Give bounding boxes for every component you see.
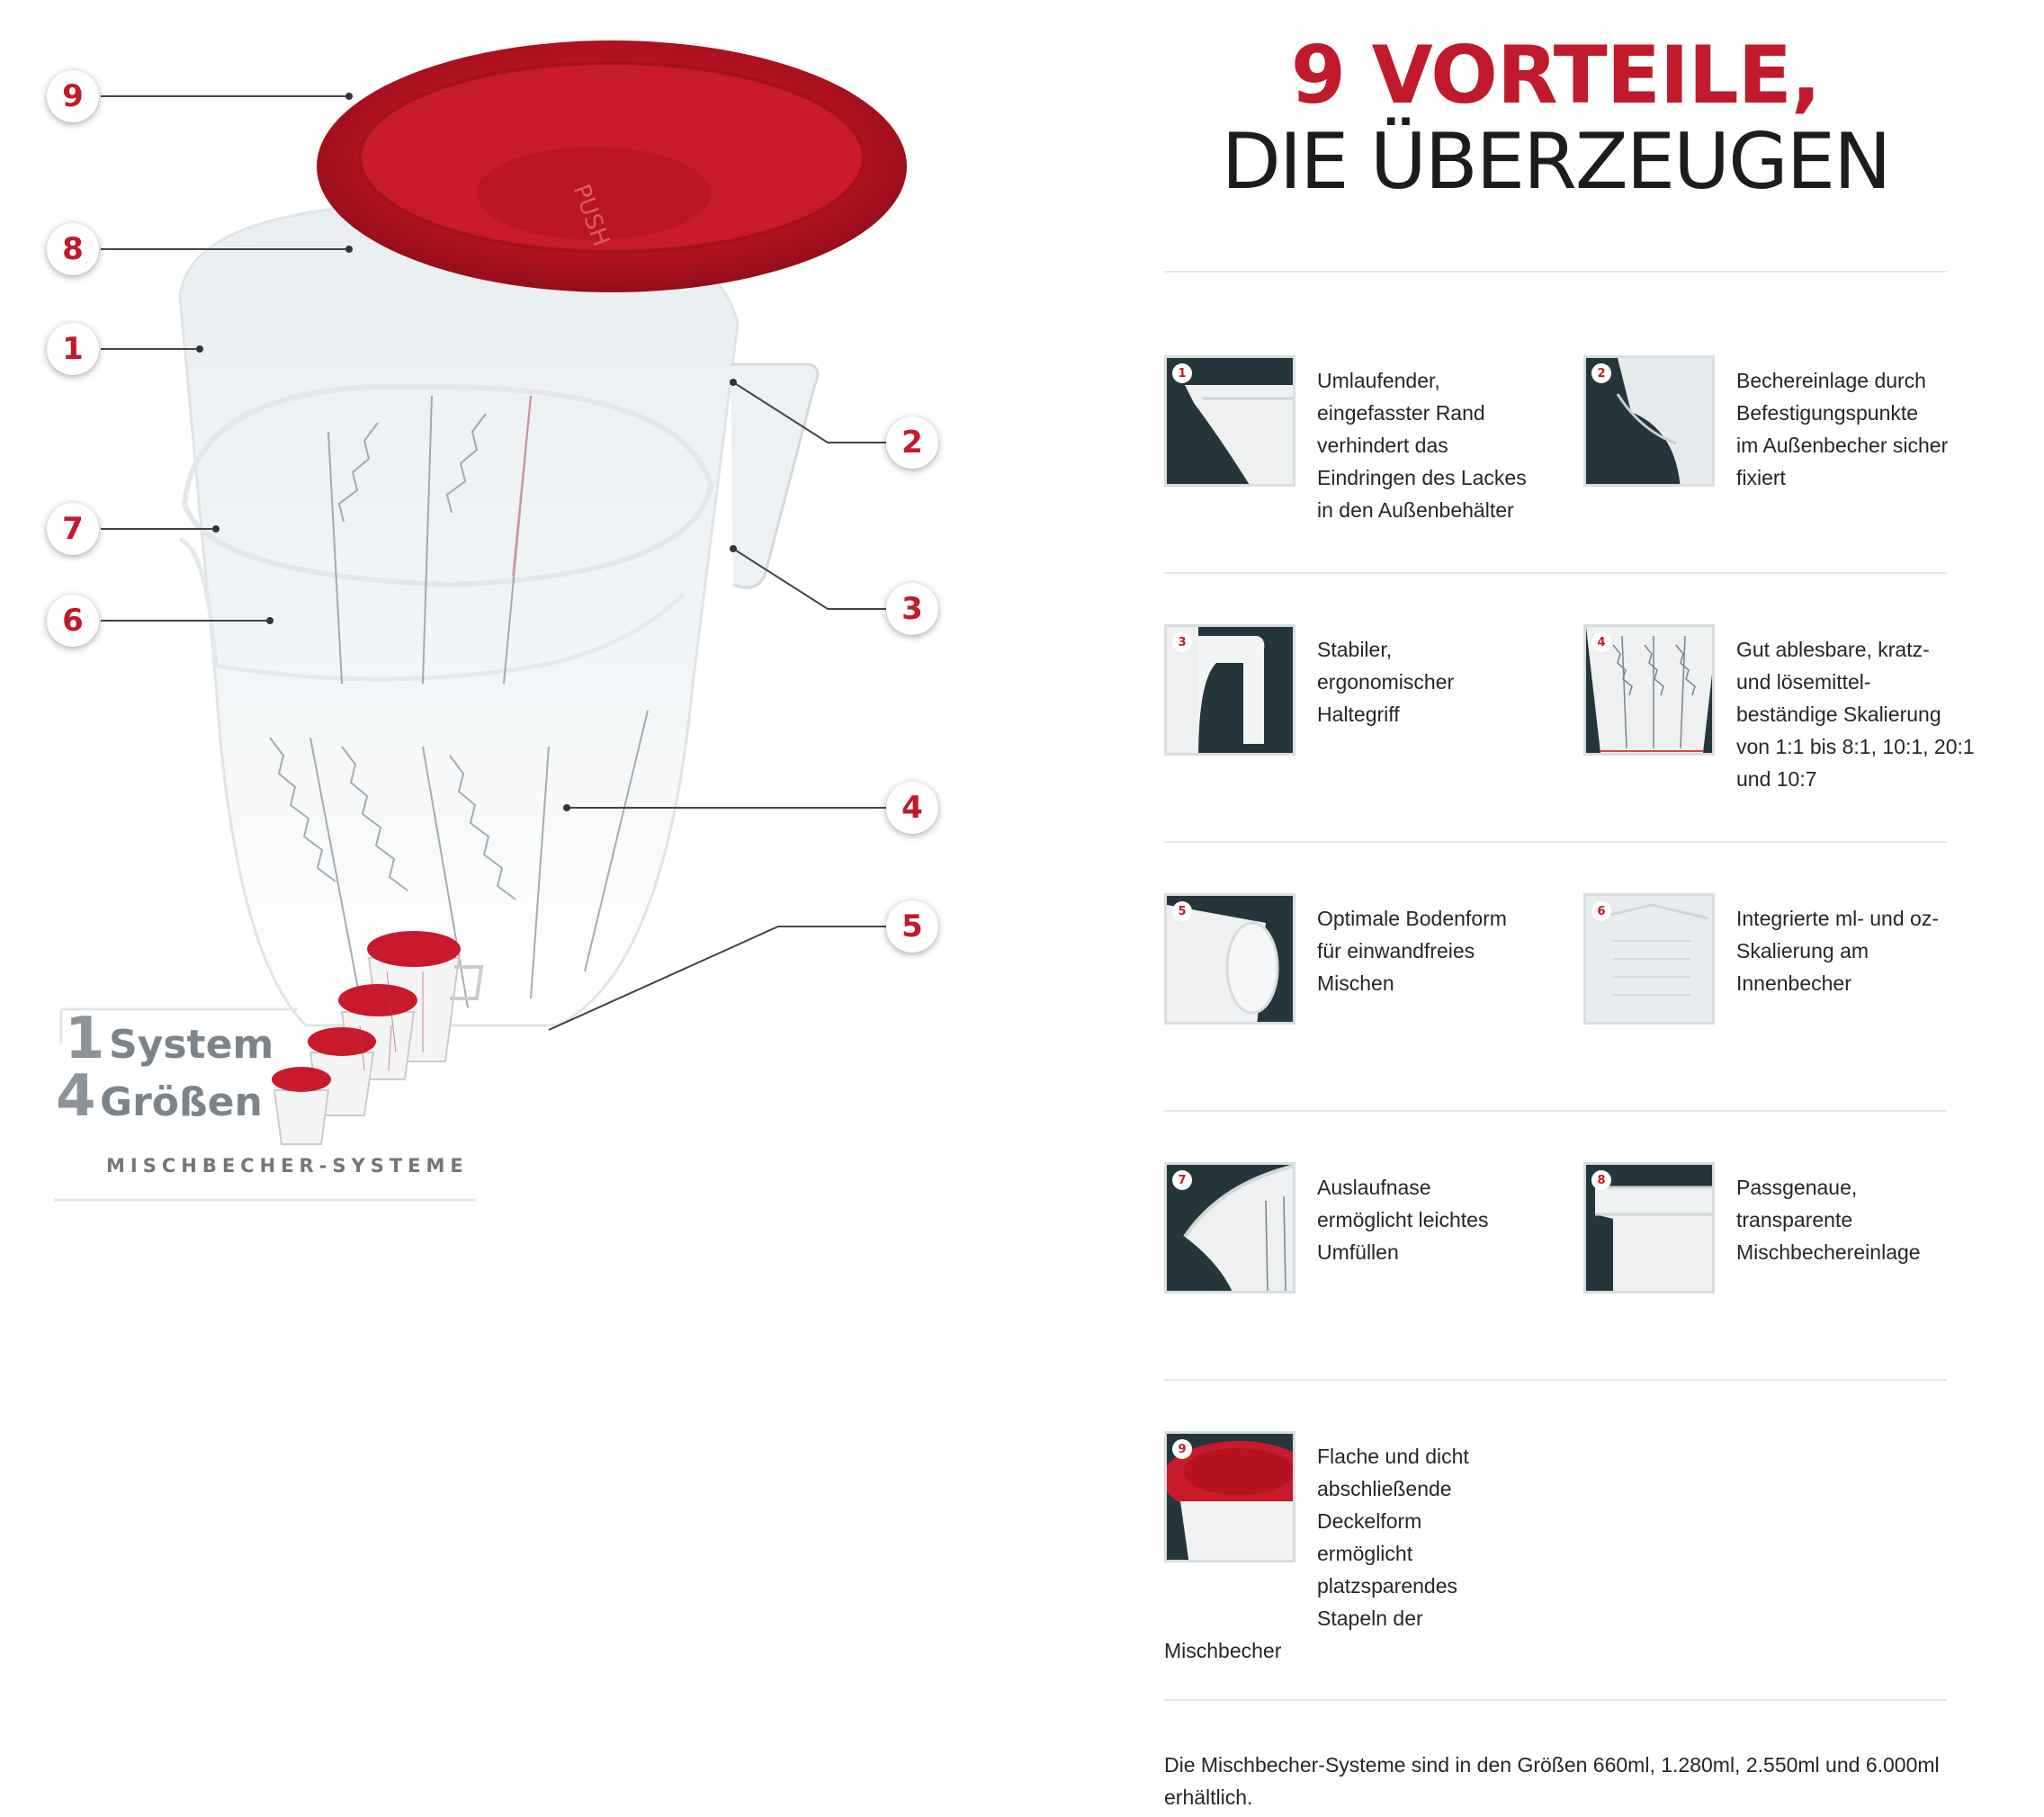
divider [1164,841,1947,843]
headline [1164,29,1947,207]
feature-number-badge: 8 [1591,1170,1611,1190]
feature-number-badge: 3 [1172,632,1192,652]
feature-item-9 [1164,1431,1632,1665]
feature-text-4: Gut ablesbare, kratz- und lösemittel- beständige Skalierung von 1:1 bis 8:1, 10:1, 20:1 und 10:7 [1736,638,1975,791]
sizes-label: Größen [99,1079,263,1125]
feature-thumbnail-1 [1164,355,1295,487]
system-sizes-badge [56,1006,479,1204]
feature-thumbnail-3 [1164,624,1295,756]
divider [1164,271,1947,273]
feature-text-5: Optimale Bodenform für einwandfreies Mischen [1317,907,1507,995]
callout-badge-6: 6 [47,595,99,647]
callout-badge-9: 9 [47,70,99,122]
feature-thumbnail-6 [1583,893,1715,1025]
feature-number-badge: 5 [1172,901,1192,921]
headline-line2: DIE ÜBERZEUGEN [1221,117,1890,207]
feature-number-badge: 9 [1172,1439,1192,1459]
feature-text-7: Auslaufnase ermöglicht leichtes Umfüllen [1317,1176,1489,1264]
feature-text-1: Umlaufender, eingefasster Rand verhindert das Eindringen des Lackes in den Außenbehälter [1317,369,1527,522]
feature-thumbnail-4 [1583,624,1715,756]
callout-badge-3: 3 [886,583,938,635]
feature-thumbnail-5 [1164,893,1295,1025]
divider [1164,1379,1947,1381]
callout-badge-8: 8 [47,223,99,275]
divider [1164,1699,1947,1701]
feature-text-9-tail: Mischbecher [1164,1639,1282,1662]
feature-number-badge: 6 [1591,901,1611,921]
callout-badge-5: 5 [886,900,938,953]
sizes-count: 4 [56,1063,96,1130]
feature-text-8: Passgenaue, transparente Mischbechereinlage [1736,1176,1921,1264]
feature-text-3: Stabiler, ergonomischer Haltegriff [1317,638,1455,726]
callout-badge-7: 7 [47,503,99,555]
feature-number-badge: 2 [1591,363,1611,383]
lid-push-label: PUSH [567,181,614,250]
callout-badge-1: 1 [47,323,99,375]
headline-line1: 9 VORTEILE, [1290,29,1821,121]
system-subtitle: MISCHBECHER-SYSTEME [106,1155,469,1177]
feature-number-badge: 4 [1591,632,1611,652]
feature-thumbnail-2 [1583,355,1715,487]
feature-text-9: Flache und dicht abschließende Deckelform ermöglicht platzsparendes Stapeln der [1317,1445,1469,1630]
feature-text-2: Bechereinlage durch Befestigungspunkte im Außenbecher sicher fixiert [1736,369,1949,489]
system-label: System [108,1022,274,1068]
callout-badge-4: 4 [886,782,938,834]
feature-number-badge: 7 [1172,1170,1192,1190]
divider [1164,572,1947,574]
availability-note: Die Mischbecher-Systeme sind in den Größen 660ml, 1.280ml, 2.550ml und 6.000ml erhältlich. [1164,1753,1940,1809]
system-count: 1 [65,1006,105,1072]
product-illustration [0,0,990,1259]
divider [1164,1110,1947,1112]
feature-thumbnail-8 [1583,1162,1715,1293]
feature-thumbnail-9 [1164,1431,1295,1562]
feature-text-6: Integrierte ml- und oz- Skalierung am Innenbecher [1736,907,1939,995]
callout-badge-2: 2 [886,416,938,469]
feature-number-badge: 1 [1172,363,1192,383]
feature-thumbnail-7 [1164,1162,1295,1293]
